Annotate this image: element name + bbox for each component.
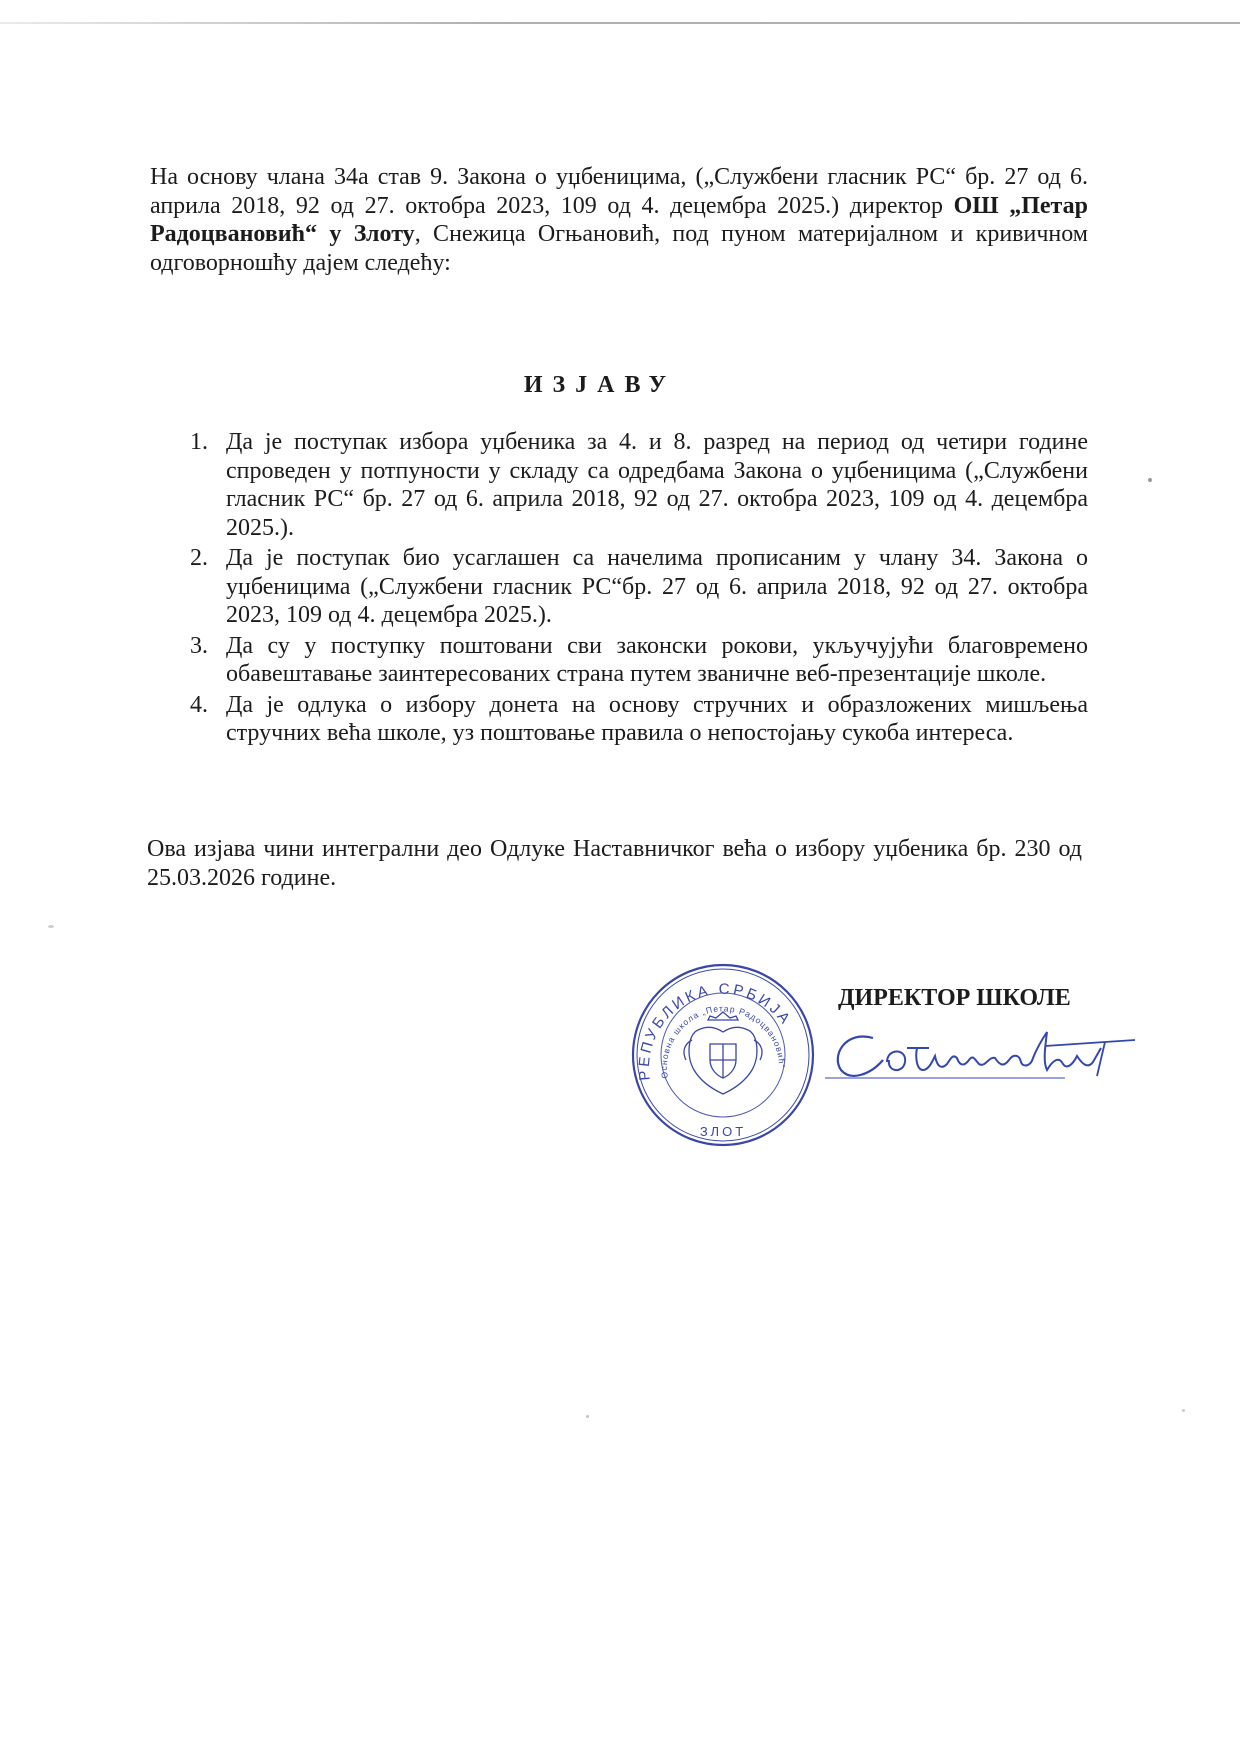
list-item-number: 2. (190, 545, 208, 571)
coat-of-arms-icon (684, 1012, 762, 1094)
list-item-text: Да је поступак избора уџбеника за 4. и 8. разред на период од четири године спроведен у потпуности у складу са одредбама Закона о уџбеницима („Службени гласник РС“ бр. 27 од 6. априла 2018, 92 од 27. октобра 2023, 109 од 4. децембра 2025.). (226, 429, 1088, 541)
statement-list (190, 428, 1088, 750)
list-item-number: 4. (190, 691, 208, 718)
list-item (190, 691, 1088, 748)
scan-speck (1182, 1409, 1185, 1412)
list-item-text: Да су у поступку поштовани сви законски рокови, укључујући благовремено обавештавање заинтересованих страна путем званичне веб-презентације школе. (226, 632, 1088, 687)
document-title: ИЗЈАВУ (523, 372, 677, 398)
intro-text-after: , Снежица Огњановић, под пуном материјалном и кривичном одговорношћу дајем следећу: (150, 221, 1088, 276)
list-item (190, 544, 1088, 630)
list-item-number: 1. (190, 429, 208, 455)
list-item (190, 428, 1088, 542)
list-item-text: Да је поступак био усаглашен са начелима прописаним у члану 34. Закона о уџбеницима („Службени гласник РС“бр. 27 од 6. априла 2018, 92 од 27. октобра 2023, 109 од 4. децембра 2025.). (226, 545, 1088, 628)
scan-top-edge (0, 22, 1240, 24)
intro-paragraph (150, 163, 1088, 277)
director-title: ДИРЕКТОР ШКОЛЕ (838, 985, 1071, 1011)
closing-paragraph: Ова изјава чини интегрални део Одлуке Наставничког већа о избору уџбеника бр. 230 од 25.03.2026 године. (147, 836, 1082, 891)
stamp-outer-text: РЕПУБЛИКА СРБИЈА (635, 980, 795, 1082)
school-name: ОШ „Петар Радоцвановић“ у Злоту (150, 192, 1088, 247)
stamp-bottom-text: ЗЛОТ (699, 1124, 747, 1139)
school-stamp (628, 960, 818, 1150)
scan-speck (48, 925, 54, 928)
scan-speck (586, 1415, 589, 1418)
stamp-inner-text: Основна школа „Петар Радоцвановић“ (658, 1003, 788, 1080)
director-signature (825, 1008, 1155, 1098)
list-item-text: Да је одлука о избору донета на основу стручних и образложених мишљења стручних већа школе, уз поштовање правила о непостојању сукоба интереса. (226, 691, 1088, 746)
intro-text-before: На основу члана 34а став 9. Закона о уџбеницима, („Службени гласник РС“ бр. 27 од 6. априла 2018, 92 од 27. октобра 2023, 109 од 4. децембра 2025.) директор (150, 164, 1088, 219)
list-item-number: 3. (190, 632, 208, 659)
scan-speck (1148, 478, 1152, 482)
list-item (190, 632, 1088, 689)
